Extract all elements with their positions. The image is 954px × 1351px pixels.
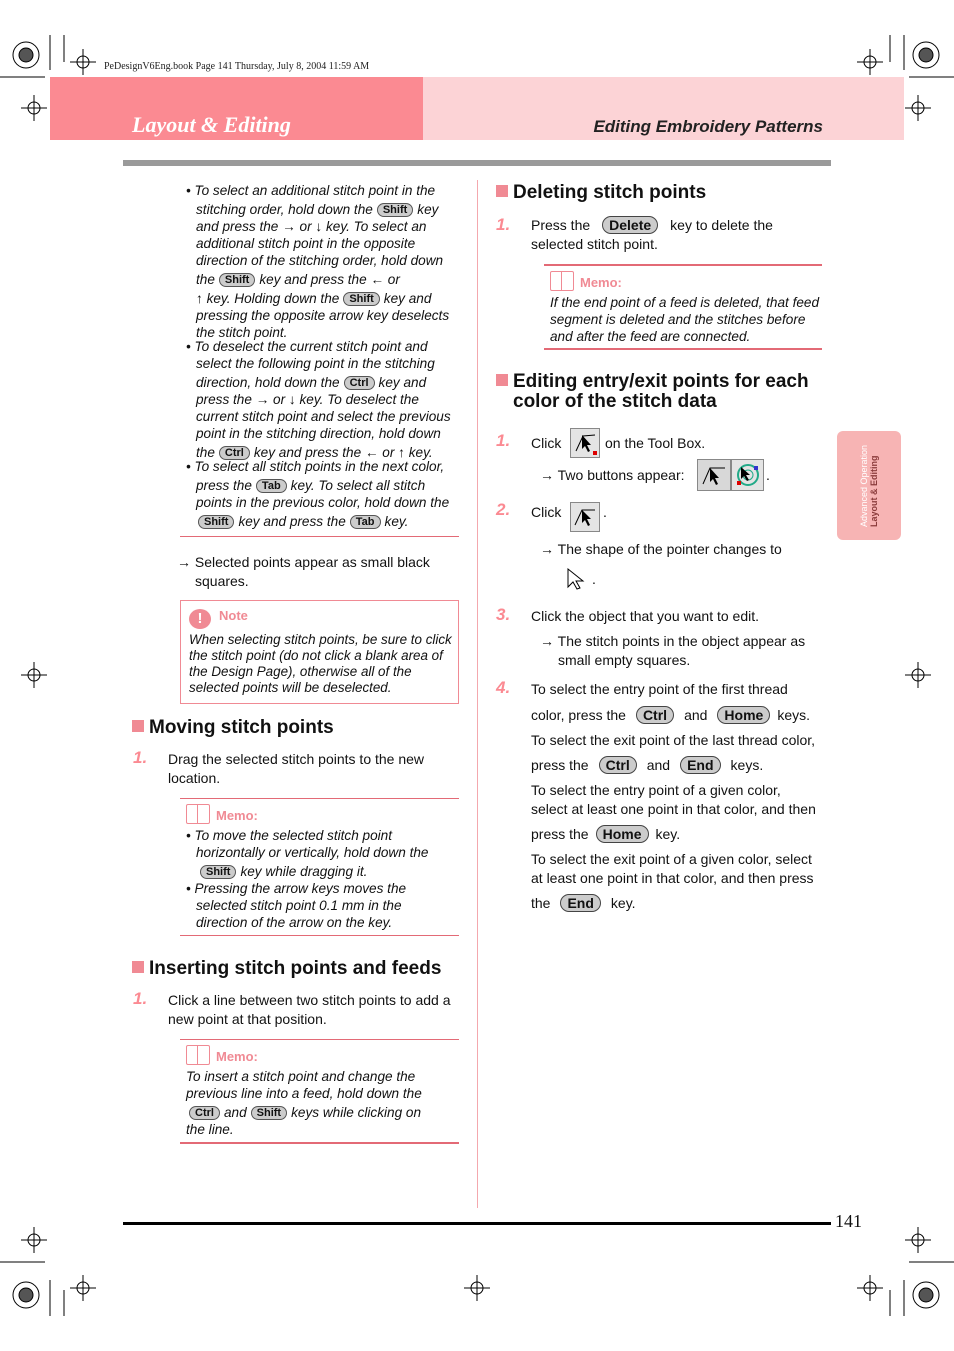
step-text: Drag the selected stitch points to the new location.: [168, 751, 425, 786]
target-mark: [905, 1227, 931, 1253]
rosette-mark-tl: [13, 42, 39, 68]
point-edit-tool-icon[interactable]: [697, 459, 731, 491]
step-number: 1.: [133, 989, 148, 1008]
period: .: [766, 467, 770, 483]
bullet-shift-select: • To select an additional stitch point in the stitching order, hold down the Shift key and press the → or ↓ key. To select an additional stitch point in the opposite direction of the stitching order, hold down the Shift key and press the ← or ↑ key. Holding down the Shift key and pressing the opposite arrow key deselects the stitch point.: [186, 183, 450, 340]
step-text: Click: [531, 435, 562, 451]
step-text: Click the object that you want to edit.: [531, 608, 760, 624]
step-number: 1.: [496, 215, 511, 234]
heading-editing-entry-exit: Editing entry/exit points for each color of the stitch data: [496, 372, 809, 412]
period: .: [603, 504, 607, 520]
shift-key-icon: Shift: [219, 273, 255, 287]
ctrl-key-icon: Ctrl: [599, 756, 637, 774]
rosette-mark-br: [913, 1282, 939, 1308]
step-text: To select the entry point of the first thread color, press the Ctrl and Home keys. To select the exit point of the last thread color, press the Ctrl and End keys. To select the entry point of a given color, select at least one point in that color, and then press the Home key. To select the exit point of a given color, select at least one point in that color, and then press the End key.: [531, 681, 816, 911]
memo-box: Memo: If the end point of a feed is deleted, that feed segment is deleted and the stitches before and after the feed are connected.: [544, 264, 822, 350]
rosette-mark-bl: [13, 1282, 39, 1308]
end-key-icon: End: [560, 894, 600, 912]
tab-key-icon: Tab: [350, 515, 381, 529]
result-text: → The shape of the pointer changes to: [540, 541, 782, 557]
bullet-ctrl-deselect: • To deselect the current stitch point and select the following point in the stitching direction, hold down the Ctrl key and press the → or ↓ key. To deselect the current stitch point and select the previous point in the stitching direction, hold down the Ctrl key and press the ← or ↑ key.: [186, 339, 451, 460]
shift-key-icon: Shift: [343, 292, 379, 306]
heading-inserting-stitch-points: Inserting stitch points and feeds: [132, 958, 441, 980]
ctrl-key-icon: Ctrl: [636, 706, 674, 724]
target-mark: [70, 49, 96, 75]
memo-book-icon: [550, 271, 574, 291]
step-number: 3.: [496, 605, 511, 624]
bottom-rule: [123, 1222, 831, 1225]
ctrl-key-icon: Ctrl: [344, 376, 375, 390]
step-text: Click a line between two stitch points to add a new point at that position.: [168, 992, 451, 1027]
ctrl-key-icon: Ctrl: [219, 446, 250, 460]
result-text: → Two buttons appear:: [540, 467, 685, 483]
heading-moving-stitch-points: Moving stitch points: [132, 717, 334, 739]
ctrl-key-icon: Ctrl: [189, 1106, 220, 1120]
page-number: 141: [835, 1211, 862, 1231]
memo-box: Memo: • To move the selected stitch point horizontally or vertically, hold down the Shift key while dragging it. • Pressing the arrow keys moves the selected stitch point 0.1 mm in the direction of the arrow on the key.: [180, 798, 459, 936]
pointer-arrow-icon: [566, 567, 588, 591]
target-mark: [21, 95, 47, 121]
step-text: Press the Delete key to delete the selected stitch point.: [531, 217, 773, 252]
memo-book-icon: [186, 804, 210, 824]
shift-key-icon: Shift: [377, 203, 413, 217]
step-text: Click: [531, 504, 562, 520]
result-text: → Selected points appear as small black squares.: [177, 554, 430, 589]
section-title: Layout & Editing: [132, 112, 291, 137]
file-info: PeDesignV6Eng.book Page 141 Thursday, July 8, 2004 11:59 AM: [104, 61, 370, 72]
memo-box: Memo: To insert a stitch point and change the previous line into a feed, hold down the Ctrl and Shift keys while clicking on the line.: [180, 1039, 459, 1144]
home-key-icon: Home: [717, 706, 770, 724]
bullet-tab-select: • To select all stitch points in the next color, press the Tab key. To select all stitch points in the previous color, hold down the Shift key and press the Tab key.: [186, 459, 450, 529]
warning-icon: !: [189, 609, 211, 629]
target-mark: [21, 662, 47, 688]
result-text: → The stitch points in the object appear as small empty squares.: [540, 633, 806, 668]
tab-key-icon: Tab: [256, 479, 287, 493]
step-number: 2.: [496, 500, 511, 519]
end-key-icon: End: [680, 756, 720, 774]
note-label: Note: [219, 608, 248, 623]
column-divider: [477, 180, 478, 1208]
memo-book-icon: [186, 1045, 210, 1065]
step-number: 1.: [496, 431, 511, 450]
target-mark: [70, 1275, 96, 1301]
step-number: 1.: [133, 748, 148, 767]
side-tab-label: Advanced Operation Layout & Editing: [859, 444, 879, 528]
target-mark: [21, 1227, 47, 1253]
step-text: on the Tool Box.: [605, 435, 706, 451]
step-number: 4.: [496, 678, 511, 697]
bullets-divider: [180, 536, 459, 537]
delete-key-icon: Delete: [602, 216, 658, 234]
target-mark: [464, 1275, 490, 1301]
shift-key-icon: Shift: [251, 1106, 287, 1120]
note-box: ! Note When selecting stitch points, be sure to click the stitch point (do not click a blank area of the Design Page), otherwise all of the selected points will be deselected.: [180, 600, 459, 704]
target-mark: [857, 1275, 883, 1301]
shift-key-icon: Shift: [200, 865, 236, 879]
point-edit-tool-icon[interactable]: [570, 502, 600, 532]
home-key-icon: Home: [596, 825, 649, 843]
heading-deleting-stitch-points: Deleting stitch points: [496, 182, 706, 204]
target-mark: [905, 662, 931, 688]
target-mark: [905, 95, 931, 121]
select-point-tool-icon[interactable]: [570, 428, 600, 458]
top-rule: [123, 160, 831, 166]
subsection-title: Editing Embroidery Patterns: [593, 117, 823, 136]
entry-exit-tool-icon[interactable]: [731, 459, 764, 491]
rosette-mark-tr: [913, 42, 939, 68]
period: .: [592, 571, 596, 587]
target-mark: [857, 49, 883, 75]
shift-key-icon: Shift: [198, 515, 234, 529]
